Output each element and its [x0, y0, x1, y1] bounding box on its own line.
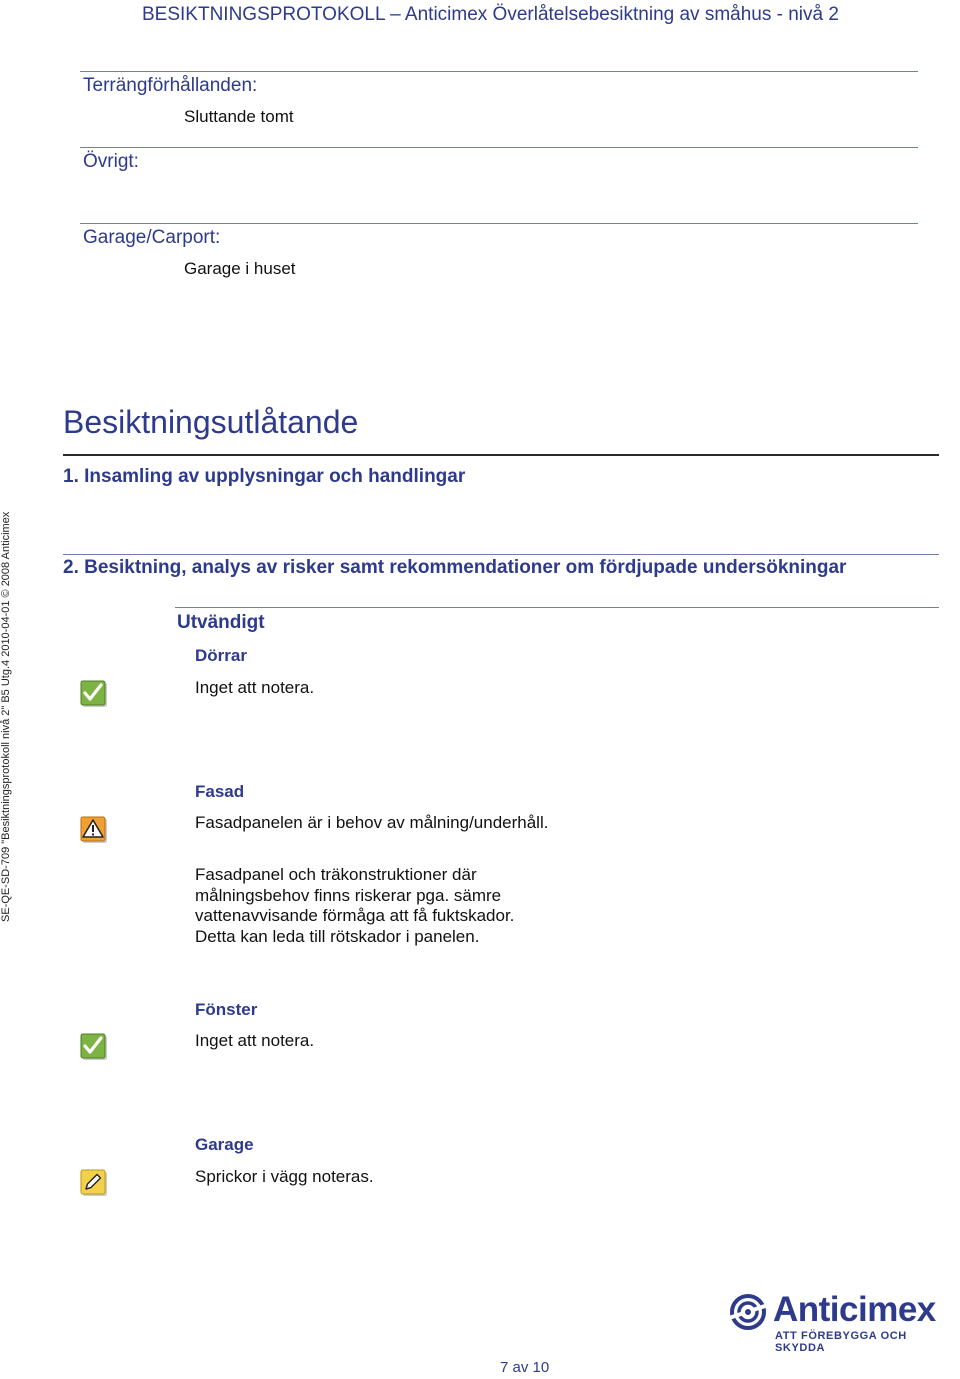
- item-title-garage: Garage: [195, 1135, 254, 1154]
- item-title-facade: Fasad: [195, 782, 245, 801]
- warning-icon: [80, 816, 108, 844]
- logo-tagline: ATT FÖREBYGGA OCH SKYDDA: [775, 1330, 907, 1354]
- subsection-divider: [175, 607, 939, 608]
- logo-swirl-icon: [727, 1292, 769, 1332]
- field-label-terrain: Terrängförhållanden:: [83, 75, 258, 96]
- check-icon: [80, 680, 108, 708]
- anticimex-logo: [727, 1288, 951, 1354]
- side-document-reference: SE-QE-SD-709 "Besiktningsprotokoll nivå 2" B5 Utg.4 2010-04-01 © 2008 Anticimex: [0, 511, 12, 922]
- pencil-icon: [80, 1169, 108, 1197]
- item-text-doors: Inget att notera.: [195, 678, 315, 697]
- item-text-windows: Inget att notera.: [195, 1031, 315, 1050]
- subsection-title: Utvändigt: [177, 612, 265, 633]
- section-divider: [63, 554, 939, 555]
- logo-name: Anticimex: [773, 1290, 936, 1329]
- section-title-2: 2. Besiktning, analys av risker samt rekommendationer om fördjupade undersökningar: [63, 557, 847, 578]
- check-icon: [80, 1033, 108, 1061]
- section-title-1: 1. Insamling av upplysningar och handlingar: [63, 466, 466, 487]
- item-title-doors: Dörrar: [195, 646, 247, 665]
- item-title-windows: Fönster: [195, 1000, 258, 1019]
- page-number: 7 av 10: [500, 1359, 550, 1376]
- page-title: Besiktningsutlåtande: [63, 404, 359, 440]
- item-text-garage: Sprickor i vägg noteras.: [195, 1167, 374, 1186]
- document-header: BESIKTNINGSPROTOKOLL – Anticimex Överlåtelsebesiktning av småhus - nivå 2: [142, 4, 839, 25]
- field-divider: [80, 223, 918, 224]
- item-text-facade-1: Fasadpanelen är i behov av målning/underhåll.: [195, 813, 549, 832]
- title-divider: [63, 454, 939, 456]
- field-divider: [80, 71, 918, 72]
- field-label-other: Övrigt:: [83, 151, 139, 172]
- field-divider: [80, 147, 918, 148]
- field-label-garage: Garage/Carport:: [83, 227, 221, 248]
- item-text-facade-2: Fasadpanel och träkonstruktioner där målningsbehov finns riskerar pga. sämre vattenavvisande förmåga att få fuktskador. Detta kan leda till rötskador i panelen.: [195, 865, 515, 946]
- field-value-garage: Garage i huset: [184, 259, 296, 278]
- field-value-terrain: Sluttande tomt: [184, 107, 294, 126]
